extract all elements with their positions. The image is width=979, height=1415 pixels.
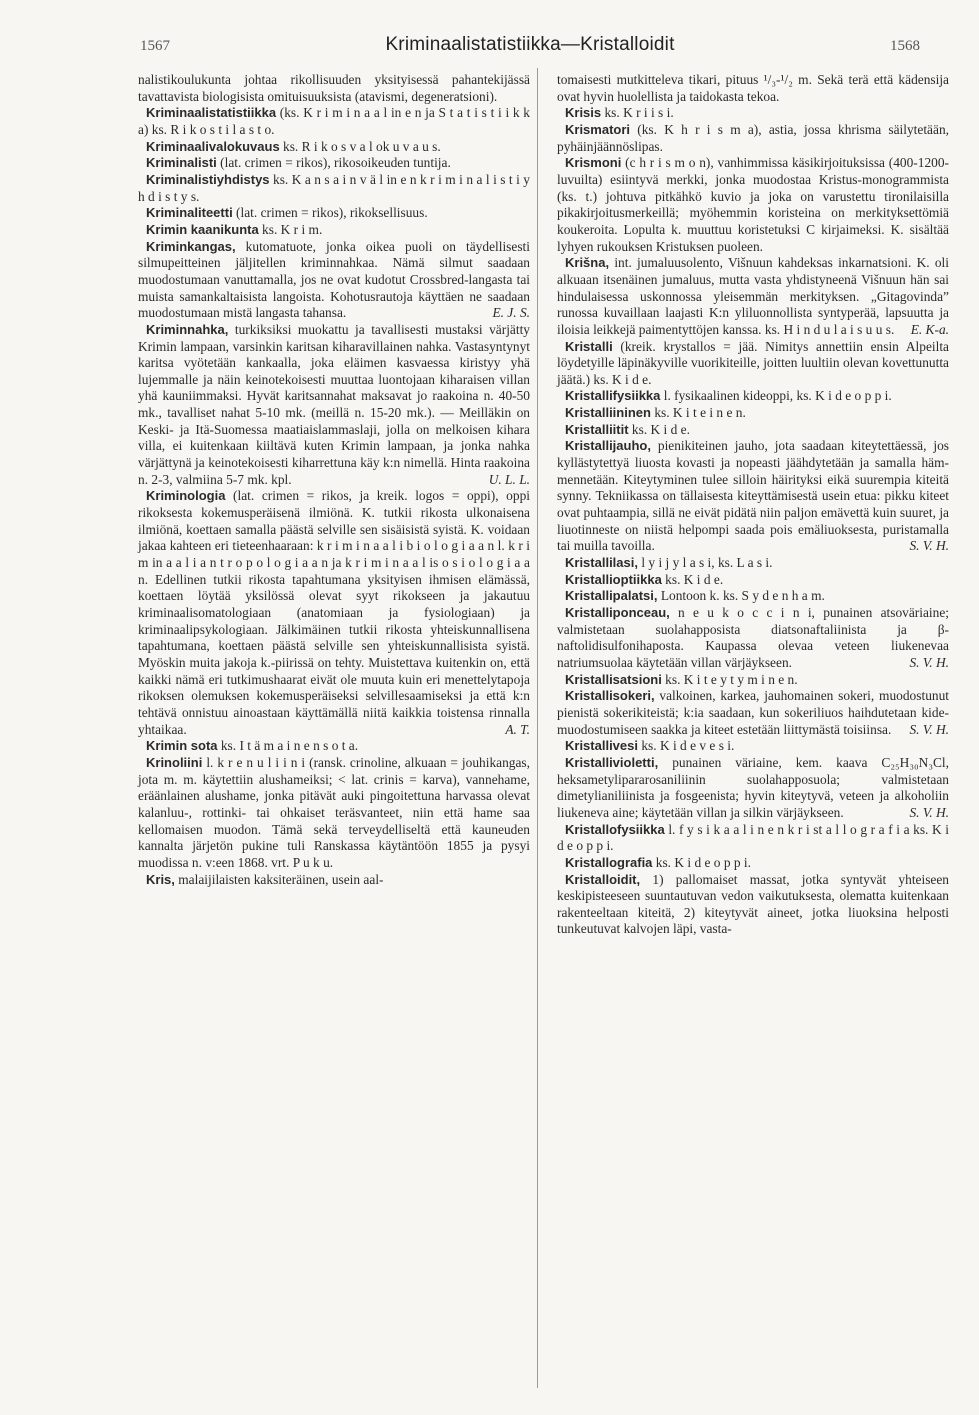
entry-headword: Kristalliitit [565,421,629,437]
dictionary-entry [557,688,949,738]
entry-headword: Kristalloidit, [565,871,641,887]
entry-text: ks. K i d e. [661,571,724,587]
dictionary-entry [557,122,949,155]
dictionary-entry [138,105,530,138]
entry-text: l. f y s i k a a l i n e n k r i st a l l o g r a f i a ks. K i d e o p p i. [557,821,949,854]
entry-headword: Kriminologia [146,488,226,504]
entry-headword: Krimin sota [146,738,218,754]
entry-headword: Kriminnahka, [146,321,229,337]
entry-headword: Kristallijauho, [565,438,651,454]
dictionary-entry [557,72,949,105]
dictionary-entry [557,872,949,939]
entry-headword: Kristallisokeri, [565,688,655,704]
entry-headword: Kristallivesi [565,738,638,754]
entry-text: tomaisesti mutkitteleva tikari, pituus ¹/₃-¹/₂ m. Sekä terä että kädensija ovat hyvin huolellista ja taidokasta tekoa. [557,72,949,104]
entry-headword: Kristallisatsioni [565,671,662,687]
entry-headword: Kris, [146,871,175,887]
dictionary-entry [138,755,530,872]
dictionary-entry [138,322,530,489]
page-title: Kriminaalistatistiikka—Kristalloidit [385,34,675,55]
dictionary-entry [557,255,949,338]
entry-text: ks. K a n s a i n v ä l in e n k r i m i n a l i s t i y h d i s t y s. [138,171,530,204]
dictionary-entry [557,388,949,405]
entry-headword: Kriminalistiyhdistys [146,171,270,187]
entry-headword: Krisis [565,105,602,121]
entry-headword: Kriminkangas, [146,238,236,254]
entry-headword: Kristallografia [565,854,653,870]
author-signature: S. V. H. [909,654,949,670]
entry-text: 1) pallomaiset massat, jotka syntyvät yhteiseen keskipisteeseen suuntautuvan vedon vaikutuksesta, olematta kuitenkaan rakenteeltaan kiteitä, 2) kiteytyvät aineet, jotka liuoksina helposti tunkeutuvat kalvojen läpi, vasta- [557,871,949,937]
entry-text: l. fysikaalinen kideoppi, ks. K i d e o p p i. [660,388,892,404]
entry-text: ks. K i t e i n e n. [650,405,746,421]
dictionary-entry [138,72,530,105]
entry-text: malaijilaisten kaksiteräinen, usein aal- [174,871,384,887]
entry-headword: Kristalli [565,338,613,354]
dictionary-entry [557,105,949,122]
entry-text: ks. R i k o s v a l ok u v a u s. [279,138,441,154]
dictionary-entry [138,738,530,755]
entry-text: (ks. K r i m i n a a l in e n ja S t a t i s t i i k k a) ks. R i k o s t i l a s t o. [138,105,530,137]
dictionary-entry [557,422,949,439]
entry-headword: Kristallivioletti, [565,754,659,770]
entry-headword: Kristalliininen [565,405,651,421]
right-column [557,72,949,938]
running-header [140,34,920,58]
author-signature: U. L. L. [488,471,530,487]
entry-text: pienikiteinen jauho, jota saadaan kiteytettäessä, jos kyllästytettyä liuosta kovasti ja nopeasti jäähdytetään ja samalla hämmennetään. Kiteytyminen tulee silloin häirityksi eikä suurempia kiteitä synny. Tekniikassa on tällaisesta kiteyttämisestä usein etua: pikku kiteet ovat puhtaampia, sillä ne eivät pidätä niin paljon emävettä kuin suuret, ja liuotinneste on niistä helpompi saada pois emäliuoksesta, puristamalla tai muilla tavoilla. [557,438,949,554]
author-signature: S. V. H. [909,804,949,820]
author-signature: E. K-a. [910,321,949,337]
author-signature: E. J. S. [492,305,530,321]
dictionary-entry [138,239,530,322]
entry-headword: Krišna, [565,255,610,271]
dictionary-entry [557,822,949,855]
entry-text: ks. K i d e. [628,421,690,437]
left-column [138,72,530,888]
entry-headword: Krismatori [565,121,631,137]
entry-headword: Kriminalisti [146,155,217,171]
entry-text: Lontoon k. ks. S y d e n h a m. [657,588,825,604]
entry-text: ks. K i d e o p p i. [652,854,751,870]
dictionary-entry [557,405,949,422]
dictionary-entry [138,488,530,738]
entry-text: ks. K r i i s i. [601,105,674,121]
entry-headword: Kriminaalivalokuvaus [146,138,280,154]
dictionary-entry [557,155,949,255]
entry-text: punainen väriaine, kem. kaava C₂₅H₃₀N₃Cl, heksametylipararosaniliinin suolahapposuola; valmistetaan dimetylianiliinista ja fosgeenista; hyvin kiteytyvä, veteen ja alkoholiin liukeneva aine; käytetään villan ja silkin värjäykseen. [557,754,949,820]
dictionary-entry [138,155,530,172]
dictionary-entry [557,438,949,555]
dictionary-entry [557,605,949,672]
entry-text: nalistikoulukunta johtaa rikollisuuden yksityisessä pahantekijässä tavattavista biologisista omituisuuksista (atavismi, degeneratsioni). [138,72,530,104]
entry-text: int. jumaluusolento, Višnuun kahdeksas inkarnatsioni. K. oli alkuaan itsenäinen jumaluus, mutta vasta yhdistyneenä Višnuun hän sai hindulaisessa uskonnossa yleisemmän merkityksen. „Gitagovinda” runossa kuvaillaan laajasti K:n yliluonnollista syntyperää, lapsuutta ja iloisia leikkejä paimentyttöjen kanssa. ks. H i n d u l a i s u u s. [557,255,949,337]
entry-headword: Krismoni [565,155,622,171]
entry-text: valkoinen, karkea, jauhomainen sokeri, muodostunut pienistä sokerikiteistä; k:ia saadaan, kun sokeriliuos haihdutetaan kidemuodostumiseen saakka ja kiteet estetään liittymästä toisiinsa. [557,688,949,737]
entry-text: (lat. crimen = rikos), rikosoikeuden tuntija. [216,155,451,171]
dictionary-entry [557,755,949,822]
entry-headword: Kriminaalistatistiikka [146,105,277,121]
dictionary-entry [557,588,949,605]
page-number-right: 1568 [890,38,920,54]
entry-text: l y i j y l a s i, ks. L a s i. [637,555,773,571]
dictionary-entry [557,339,949,389]
entry-headword: Kriminaliteetti [146,205,233,221]
entry-headword: Kristallifysiikka [565,388,661,404]
entry-text: ks. K i t e y t y m i n e n. [661,671,798,687]
entry-text: kutomatuote, jonka oikea puoli on täydellisesti silmupeitteinen jäljitellen kriminnahkaa. Nämä silmut saadaan muodostumaan vanuttamalla, jos ne ovat kudotut Crossbred-langasta tai muista samankaltaisista langoista. Kohotusrautoja käyttäen ne saadaan muodostumaan mistä langasta tahansa. [138,238,530,321]
entry-headword: Kristallioptiikka [565,571,662,587]
entry-text: (ks. K h r i s m a), astia, jossa khrisma säilytetään, pyhäinjäännöslipas. [557,121,949,154]
entry-headword: Kristallilasi, [565,555,638,571]
entry-text: (lat. crimen = rikos), rikoksellisuus. [232,205,428,221]
dictionary-entry [557,555,949,572]
entry-text: (c h r i s m o n), vanhimmissa käsikirjoituksissa (400-1200-luvuilta) esiintyvä merkki, jonka muodostaa Kristus-monogrammista (ks. t.) johtuva pitkähkö kuvio ja joka on varustettu tironilaisilla pikakirjoitusmerkeillä; myöhemmin koristeina on merkityksettömiä koukeroita. Lopulta k. muuttuu koristetuksi C kirjaimeksi. K. sisältää lyhyen rukouksen Kristuksen puoleen. [557,155,949,254]
entry-headword: Kristallofysiikka [565,821,665,837]
column-divider [537,68,538,1388]
entry-headword: Kristallipalatsi, [565,588,658,604]
entry-text: ks. K r i m. [258,221,323,237]
entry-text: n e u k o c c i n i, punainen atsoväriaine; valmistetaan suolahapposista diatsonaftaliinista ja β-naftolidisulfonihaposta. Kaupassa olevaa veteen liukenevaa natriumsuolaa käytetään villan värjäykseen. [557,605,949,670]
dictionary-entry [557,672,949,689]
dictionary-entry [557,738,949,755]
page-number-left: 1567 [140,38,170,54]
entry-text: (lat. crimen = rikos, ja kreik. logos = oppi), oppi rikoksesta kokemusperäisenä ilmiönä. K. tutkii rikosta ulkonaisena ilmiönä, koettaen samalla päästä selville sen sisäisistä syistä. K. voidaan jakaa kahteen eri tieteenhaaraan: k r i m i n a a l i b i o l o g i a a n l. k r i m in a a l i a n t r o p o l o g i a a n ja k r i m i n a a l is o s i o l o g i a a n. Edellinen tutkii rikosta tapahtumana yksityisen ihmisen elämässä, koettaen löytää yksilössä olevat syyt rikokseen ja jakautuu kriminaalisomatologiaan (anatomiaan ja fysiologiaan) ja kriminaalipsykologiaan. Jälkimäinen tutkii rikosta yhteiskunnallisena tapahtumana, koettaen päästä selville sen yhteiskunnallisista syistä. Myöskin muita jakoja k.-piirissä on tehty. Muistettava kuitenkin on, että kaikki nämä eri tutkimushaarat eivät ole muuta kuin eri menettelytapoja rikoksen olemuksen kokemusperäiseksi selvillesaamiseksi ja että k:n tehtävä onnistuu ainoastaan käyttämällä niitä kaikkia toistensa rinnalla yhtaikaa. [138,488,530,737]
entry-text: (kreik. krystallos = jää. Nimitys annettiin ensin Alpeilta löydetyille läpinäkyville vuorikiteille, joitten luultiin olevan kovettunutta jäätä.) ks. K i d e. [557,338,949,387]
author-signature: S. V. H. [909,721,949,737]
entry-text: ks. I t ä m a i n e n s o t a. [217,738,359,754]
dictionary-entry [138,205,530,222]
entry-text: turkiksiksi muokattu ja tavallisesti mustaksi värjätty Krimin lampaan, varsinkin karitsan kiharavillainen nahka. Vastasyntynyt karitsa vyötetään kankaalla, joka eläimen kasvaessa kiristyy yhä lujemmalle ja näin keinotekoisesti muuttaa luontojaan kiharaisen villan yhä kauniimmaksi. Hyvät karitsannahat maksavat jo raakoina n. 40-50 mk., tavalliset nahat 5-10 mk. (meillä n. 15-20 mk.). — Meilläkin on Keski- ja Itä-Suomessa maatiaislammaslaji, jolla on melkoisen kihara villa, ei kuitenkaan kiiltävä kuten Krimin lampaan, ja jonka nahka värjättynä ja keinotekoisesti kiharrettuna käy k:n nimellä. Hinta raakoina n. 2-3, valmiina 5-7 mk. kpl. [138,321,530,487]
entry-headword: Krinoliini [146,754,203,770]
entry-text: ks. K i d e v e s i. [638,738,735,754]
dictionary-entry [557,572,949,589]
entry-headword: Krimin kaanikunta [146,221,259,237]
dictionary-entry [138,139,530,156]
dictionary-entry [557,855,949,872]
dictionary-entry [138,172,530,205]
dictionary-entry [138,222,530,239]
entry-text: l. k r e n u l i i n i (ransk. crinoline, alkuaan = jouhikangas, jota m. m. käytettiin alushameiksi; < lat. crinis = karva), vannehame, eräänlainen alushame, jonka pitävät auki pingoitettuna harvassa olevat kalanluu-, rottinki- tai ohkaiset teräsvanteet, niin että hame saa kellomaisen muodon. Tämä sekä terveydelliseltä että kauneuden kannalta järjetön pukine tuli Ranskassa käytäntöön 1855 ja pysyi muodissa n. v:een 1868. vrt. P u k u. [138,754,530,870]
author-signature: S. V. H. [909,538,949,554]
author-signature: A. T. [505,721,530,737]
entry-headword: Kristalliponceau, [565,605,670,620]
dictionary-entry [138,872,530,889]
